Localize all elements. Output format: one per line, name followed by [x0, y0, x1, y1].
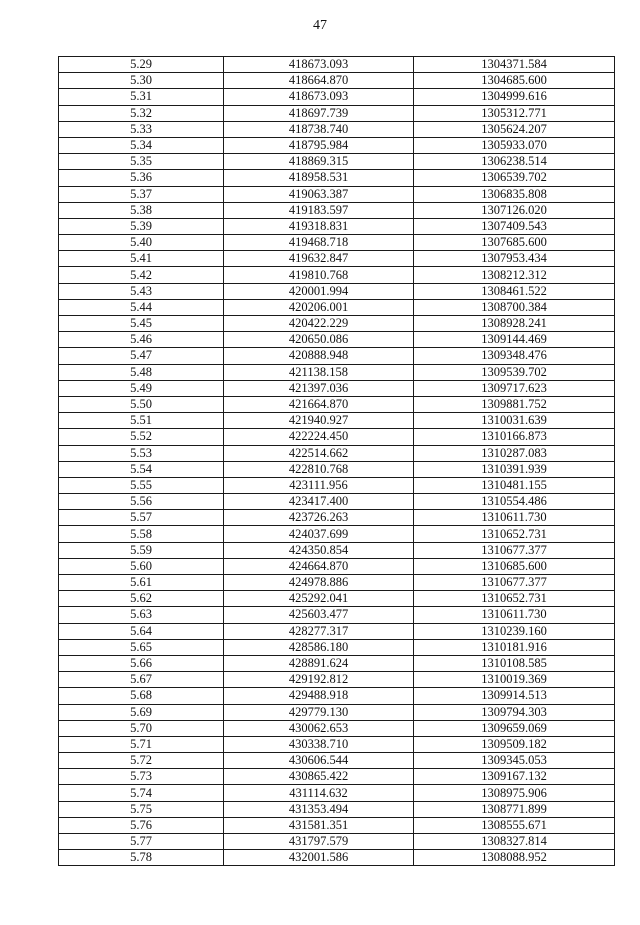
table-row: [59, 494, 615, 510]
x-coordinate-cell: 418738.740: [224, 121, 414, 137]
y-coordinate-cell: 1309914.513: [414, 688, 615, 704]
x-coordinate-cell: 419810.768: [224, 267, 414, 283]
x-coordinate-cell: 421940.927: [224, 413, 414, 429]
y-coordinate-cell: 1308928.241: [414, 316, 615, 332]
point-number-cell: 5.63: [59, 607, 224, 623]
point-number-cell: 5.43: [59, 283, 224, 299]
y-coordinate-cell: 1310287.083: [414, 445, 615, 461]
table-row: [59, 785, 615, 801]
y-coordinate-cell: 1308327.814: [414, 834, 615, 850]
point-number-cell: 5.45: [59, 316, 224, 332]
x-coordinate-cell: 430338.710: [224, 736, 414, 752]
table-row: [59, 429, 615, 445]
x-coordinate-cell: 422810.768: [224, 461, 414, 477]
point-number-cell: 5.68: [59, 688, 224, 704]
point-number-cell: 5.30: [59, 73, 224, 89]
y-coordinate-cell: 1308212.312: [414, 267, 615, 283]
table-row: [59, 461, 615, 477]
y-coordinate-cell: 1310391.939: [414, 461, 615, 477]
point-number-cell: 5.42: [59, 267, 224, 283]
coordinates-table-body: [59, 57, 615, 866]
x-coordinate-cell: 422224.450: [224, 429, 414, 445]
x-coordinate-cell: 430606.544: [224, 753, 414, 769]
point-number-cell: 5.39: [59, 218, 224, 234]
x-coordinate-cell: 423111.956: [224, 477, 414, 493]
point-number-cell: 5.55: [59, 477, 224, 493]
table-row: [59, 736, 615, 752]
y-coordinate-cell: 1310108.585: [414, 655, 615, 671]
x-coordinate-cell: 421664.870: [224, 396, 414, 412]
point-number-cell: 5.69: [59, 704, 224, 720]
y-coordinate-cell: 1307409.543: [414, 218, 615, 234]
x-coordinate-cell: 431581.351: [224, 817, 414, 833]
y-coordinate-cell: 1309345.053: [414, 753, 615, 769]
x-coordinate-cell: 418795.984: [224, 137, 414, 153]
page-number: 47: [313, 18, 327, 33]
x-coordinate-cell: 419468.718: [224, 235, 414, 251]
x-coordinate-cell: 418673.093: [224, 57, 414, 73]
table-row: [59, 332, 615, 348]
x-coordinate-cell: 424664.870: [224, 558, 414, 574]
table-row: [59, 801, 615, 817]
point-number-cell: 5.37: [59, 186, 224, 202]
table-row: [59, 73, 615, 89]
table-row: [59, 413, 615, 429]
x-coordinate-cell: 424350.854: [224, 542, 414, 558]
x-coordinate-cell: 418664.870: [224, 73, 414, 89]
x-coordinate-cell: 418673.093: [224, 89, 414, 105]
table-row: [59, 575, 615, 591]
x-coordinate-cell: 431353.494: [224, 801, 414, 817]
table-row: [59, 704, 615, 720]
y-coordinate-cell: 1310611.730: [414, 510, 615, 526]
point-number-cell: 5.65: [59, 639, 224, 655]
table-row: [59, 396, 615, 412]
x-coordinate-cell: 423726.263: [224, 510, 414, 526]
y-coordinate-cell: 1309167.132: [414, 769, 615, 785]
y-coordinate-cell: 1309509.182: [414, 736, 615, 752]
x-coordinate-cell: 420206.001: [224, 299, 414, 315]
y-coordinate-cell: 1308088.952: [414, 850, 615, 866]
x-coordinate-cell: 418697.739: [224, 105, 414, 121]
y-coordinate-cell: 1310611.730: [414, 607, 615, 623]
table-row: [59, 720, 615, 736]
x-coordinate-cell: 425603.477: [224, 607, 414, 623]
table-row: [59, 89, 615, 105]
x-coordinate-cell: 428891.624: [224, 655, 414, 671]
table-row: [59, 672, 615, 688]
y-coordinate-cell: 1306835.808: [414, 186, 615, 202]
x-coordinate-cell: 431114.632: [224, 785, 414, 801]
table-row: [59, 639, 615, 655]
x-coordinate-cell: 429192.812: [224, 672, 414, 688]
point-number-cell: 5.77: [59, 834, 224, 850]
y-coordinate-cell: 1309539.702: [414, 364, 615, 380]
x-coordinate-cell: 432001.586: [224, 850, 414, 866]
point-number-cell: 5.58: [59, 526, 224, 542]
table-row: [59, 267, 615, 283]
point-number-cell: 5.61: [59, 575, 224, 591]
coordinates-table: [58, 56, 615, 866]
point-number-cell: 5.50: [59, 396, 224, 412]
x-coordinate-cell: 420650.086: [224, 332, 414, 348]
y-coordinate-cell: 1310685.600: [414, 558, 615, 574]
point-number-cell: 5.60: [59, 558, 224, 574]
table-row: [59, 137, 615, 153]
table-row: [59, 218, 615, 234]
x-coordinate-cell: 423417.400: [224, 494, 414, 510]
y-coordinate-cell: 1308461.522: [414, 283, 615, 299]
y-coordinate-cell: 1310652.731: [414, 526, 615, 542]
y-coordinate-cell: 1306238.514: [414, 154, 615, 170]
y-coordinate-cell: 1309881.752: [414, 396, 615, 412]
y-coordinate-cell: 1310481.155: [414, 477, 615, 493]
point-number-cell: 5.38: [59, 202, 224, 218]
y-coordinate-cell: 1308771.899: [414, 801, 615, 817]
point-number-cell: 5.76: [59, 817, 224, 833]
point-number-cell: 5.74: [59, 785, 224, 801]
table-row: [59, 753, 615, 769]
x-coordinate-cell: 419318.831: [224, 218, 414, 234]
table-row: [59, 235, 615, 251]
point-number-cell: 5.44: [59, 299, 224, 315]
table-row: [59, 834, 615, 850]
point-number-cell: 5.78: [59, 850, 224, 866]
point-number-cell: 5.52: [59, 429, 224, 445]
y-coordinate-cell: 1305624.207: [414, 121, 615, 137]
y-coordinate-cell: 1310239.160: [414, 623, 615, 639]
y-coordinate-cell: 1308555.671: [414, 817, 615, 833]
point-number-cell: 5.32: [59, 105, 224, 121]
point-number-cell: 5.71: [59, 736, 224, 752]
x-coordinate-cell: 431797.579: [224, 834, 414, 850]
table-row: [59, 202, 615, 218]
table-row: [59, 817, 615, 833]
table-row: [59, 769, 615, 785]
y-coordinate-cell: 1309717.623: [414, 380, 615, 396]
point-number-cell: 5.47: [59, 348, 224, 364]
table-row: [59, 688, 615, 704]
point-number-cell: 5.70: [59, 720, 224, 736]
table-row: [59, 154, 615, 170]
x-coordinate-cell: 419632.847: [224, 251, 414, 267]
point-number-cell: 5.48: [59, 364, 224, 380]
table-row: [59, 591, 615, 607]
x-coordinate-cell: 428586.180: [224, 639, 414, 655]
table-row: [59, 542, 615, 558]
y-coordinate-cell: 1310166.873: [414, 429, 615, 445]
point-number-cell: 5.73: [59, 769, 224, 785]
point-number-cell: 5.29: [59, 57, 224, 73]
x-coordinate-cell: 424978.886: [224, 575, 414, 591]
y-coordinate-cell: 1310652.731: [414, 591, 615, 607]
y-coordinate-cell: 1310031.639: [414, 413, 615, 429]
y-coordinate-cell: 1305312.771: [414, 105, 615, 121]
y-coordinate-cell: 1304371.584: [414, 57, 615, 73]
table-row: [59, 558, 615, 574]
x-coordinate-cell: 428277.317: [224, 623, 414, 639]
y-coordinate-cell: 1310677.377: [414, 575, 615, 591]
table-row: [59, 121, 615, 137]
table-row: [59, 283, 615, 299]
table-row: [59, 850, 615, 866]
point-number-cell: 5.64: [59, 623, 224, 639]
point-number-cell: 5.35: [59, 154, 224, 170]
table-row: [59, 348, 615, 364]
table-row: [59, 607, 615, 623]
x-coordinate-cell: 419063.387: [224, 186, 414, 202]
point-number-cell: 5.34: [59, 137, 224, 153]
point-number-cell: 5.72: [59, 753, 224, 769]
table-row: [59, 364, 615, 380]
table-row: [59, 57, 615, 73]
y-coordinate-cell: 1309144.469: [414, 332, 615, 348]
y-coordinate-cell: 1310554.486: [414, 494, 615, 510]
point-number-cell: 5.31: [59, 89, 224, 105]
x-coordinate-cell: 430062.653: [224, 720, 414, 736]
table-row: [59, 186, 615, 202]
x-coordinate-cell: 418958.531: [224, 170, 414, 186]
y-coordinate-cell: 1308700.384: [414, 299, 615, 315]
x-coordinate-cell: 421138.158: [224, 364, 414, 380]
y-coordinate-cell: 1306539.702: [414, 170, 615, 186]
y-coordinate-cell: 1307953.434: [414, 251, 615, 267]
table-row: [59, 251, 615, 267]
y-coordinate-cell: 1304685.600: [414, 73, 615, 89]
y-coordinate-cell: 1309348.476: [414, 348, 615, 364]
point-number-cell: 5.66: [59, 655, 224, 671]
point-number-cell: 5.57: [59, 510, 224, 526]
table-row: [59, 445, 615, 461]
point-number-cell: 5.36: [59, 170, 224, 186]
point-number-cell: 5.75: [59, 801, 224, 817]
x-coordinate-cell: 418869.315: [224, 154, 414, 170]
x-coordinate-cell: 419183.597: [224, 202, 414, 218]
table-row: [59, 510, 615, 526]
y-coordinate-cell: 1310181.916: [414, 639, 615, 655]
point-number-cell: 5.67: [59, 672, 224, 688]
point-number-cell: 5.33: [59, 121, 224, 137]
y-coordinate-cell: 1307685.600: [414, 235, 615, 251]
table-row: [59, 299, 615, 315]
table-row: [59, 623, 615, 639]
y-coordinate-cell: 1305933.070: [414, 137, 615, 153]
table-row: [59, 477, 615, 493]
table-row: [59, 105, 615, 121]
y-coordinate-cell: 1304999.616: [414, 89, 615, 105]
y-coordinate-cell: 1310677.377: [414, 542, 615, 558]
point-number-cell: 5.56: [59, 494, 224, 510]
x-coordinate-cell: 424037.699: [224, 526, 414, 542]
x-coordinate-cell: 430865.422: [224, 769, 414, 785]
point-number-cell: 5.49: [59, 380, 224, 396]
x-coordinate-cell: 420888.948: [224, 348, 414, 364]
x-coordinate-cell: 429779.130: [224, 704, 414, 720]
y-coordinate-cell: 1309659.069: [414, 720, 615, 736]
y-coordinate-cell: 1310019.369: [414, 672, 615, 688]
point-number-cell: 5.59: [59, 542, 224, 558]
point-number-cell: 5.51: [59, 413, 224, 429]
x-coordinate-cell: 429488.918: [224, 688, 414, 704]
y-coordinate-cell: 1309794.303: [414, 704, 615, 720]
table-row: [59, 526, 615, 542]
x-coordinate-cell: 420422.229: [224, 316, 414, 332]
x-coordinate-cell: 420001.994: [224, 283, 414, 299]
x-coordinate-cell: 422514.662: [224, 445, 414, 461]
point-number-cell: 5.54: [59, 461, 224, 477]
table-row: [59, 380, 615, 396]
y-coordinate-cell: 1308975.906: [414, 785, 615, 801]
table-row: [59, 316, 615, 332]
point-number-cell: 5.40: [59, 235, 224, 251]
x-coordinate-cell: 421397.036: [224, 380, 414, 396]
table-row: [59, 655, 615, 671]
point-number-cell: 5.46: [59, 332, 224, 348]
point-number-cell: 5.41: [59, 251, 224, 267]
point-number-cell: 5.53: [59, 445, 224, 461]
x-coordinate-cell: 425292.041: [224, 591, 414, 607]
point-number-cell: 5.62: [59, 591, 224, 607]
table-row: [59, 170, 615, 186]
y-coordinate-cell: 1307126.020: [414, 202, 615, 218]
